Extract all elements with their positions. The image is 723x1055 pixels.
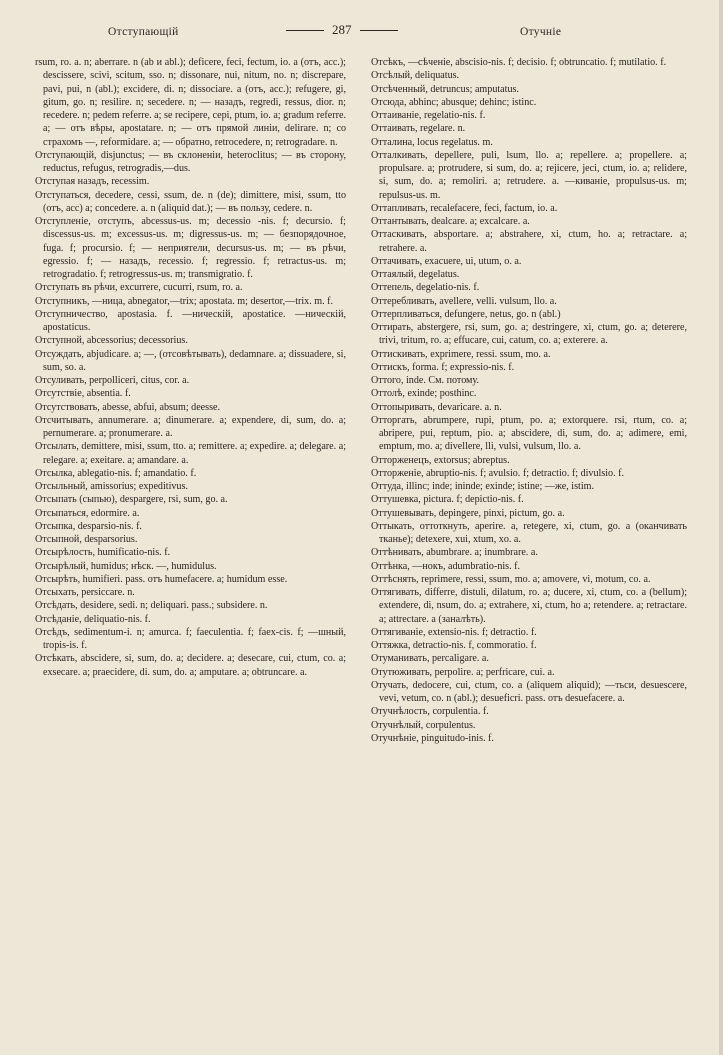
dictionary-entry: Отсуждать, abjudicare. a; —, (отсовѣтывать), dedamnare. a; dissuadere, si, sum, so. a. [35,348,346,373]
dictionary-entry: Отсѣченный, detruncus; amputatus. [371,83,519,95]
dictionary-entry: Отталина, locus regelatus. m. [371,136,493,148]
dictionary-entry: Отсылать, demittere, misi, ssum, tto. a; remittere. a; expedire. a; delegare. a; relegare. a; exeitare. a; amandare. a. [35,441,346,466]
dictionary-entry: Отторгать, abrumpere, rupi, ptum, po. a; extorquere. rsi, rtum, co. a; abripere, pui, reptum, pio. a; abscidere, di, sum, do. a; adimere, emi, emptum, mo. a; divellere, lli, vulsi, vulsum, llo. a. [371,414,687,453]
dictionary-entry: Отсуливать, perpolliceri, citus, cor. a. [35,375,190,386]
dictionary-entry: Отутюживать, perpolire. a; perfricare, cui. a. [371,666,555,678]
dictionary-entry: Отучать, dedocere, cui, ctum, co. a (aliquem aliquid); —тьси, desuescere, vevi, vetum, co. n (abl.); desueficri. pass. отъ desuefacere. a. [371,679,687,704]
dictionary-entry: Отсыпаться, edormire. a. [35,507,140,519]
dictionary-entry: Отступленіе, отступъ, abcessus-us. m; decessio -nis. f; decursio. f; discessus-us. m; excessus-us. m; digressus-us. m; — безпорядочное, fuga. f; procursio. f; — неприятели, decursus-us. m; — въ рѣчи, egressio. f; — назадъ, recessio. f; regressio. f; retractus-us. m; retrogradatio. f; retrogressus-us. m; transmigratio. f. [35,216,346,280]
dictionary-entry: Оттантывать, dealcare. a; excalcare. a. [371,216,530,227]
dictionary-entry: Оттирать, abstergere, rsi, sum, go. a; destringere, xi, ctum, go. a; deterere, trivi, tritum, ro. a; effucare, cui, catum, co. a; exterere. a. [371,322,687,347]
scan-edge [719,0,723,1055]
dictionary-entry: Отталкивать, depellere, puli, lsum, llo. a; repellere. a; propellere. a; propulsare. a; protrudere, si sum, do. a; rejicere, jeci, ctum, io. a; relidere, si, sum, do. a; remoliri. a; retrudere. a. —киваніе, propulsus-us. m; repulsus-us. m. [371,149,687,201]
dictionary-entry: Оттеребливать, avellere, velli. vulsum, llo. a. [371,295,557,307]
dictionary-entry: Оттискивать, exprimere, ressi. ssum, mo. a. [371,348,551,360]
dictionary-entry: Отступной, abcessorius; decessorius. [35,335,188,347]
dictionary-entry: Оттяжка, detractio-nis. f, commoratio. f. [371,640,537,651]
dictionary-entry: Отучнѣлость, corpulentia. f. [371,706,489,718]
dictionary-entry: Оттѣнивать, abumbrare. a; inumbrare. a. [371,547,538,559]
dictionary-entry: Отсыпать (сыпью), despargere, rsi, sum, go. a. [35,494,228,506]
dictionary-entry: Отсырѣлый, humidus; нѣск. —, humidulus. [35,560,217,572]
dictionary-entry: Отуманивать, percaligare. a. [371,653,489,665]
dictionary-entry: Отсѣдать, desidere, sedi. n; deliquari. pass.; subsidere. n. [35,600,268,612]
dictionary-entry: Отучнѣніе, pinguitudo-inis. f. [371,732,494,744]
dictionary-entry: Оттолѣ, exinde; posthinc. [371,388,477,400]
dictionary-entry: Отсутствовать, abesse, abfui, absum; deesse. [35,401,221,413]
dictionary-entry: Отступничество, apostasia. f. —ническій, apostatice. —ническій, apostaticus. [35,308,346,333]
dictionary-entry: rsum, ro. a. n; aberrare. n (ab и abl.); deficere, feci, fectum, io. a (отъ, acc.); descissere, scivi, scitum, sso. n; dissonare, nui, nitum, no. n; discrepare, pavi, pui, n (abl.); excidere, di. n; dissociare. a (отъ, acc.); refugere, gi, gitum, go. n; resilire. n; secedere. n; — назадъ, regredi, ressus, dior. n; recedere. n; pedem referre. a; se recipere, cepi, ptum, io. a; gradum referre. a; — отъ вѣры, apostatare. n; — отъ прямой линіи, delirare. n; со страхомъ —, reformidare. a; — обратно, retrocedere, n; retrogradare. n. [35,57,346,148]
dictionary-entry: Отсѣкать, abscidere, si, sum, do. a; decidere. a; desecare, cui, ctum, co. a; exsecare. a; praecidere, di. sum, do. a; amputare. a; obtruncare. a. [35,653,346,678]
right-column [371,56,687,745]
dictionary-entry: Отступаться, decedere, cessi, ssum, de. n (de); dimittere, misi, ssum, tto (отъ, acc) a; concedere. a. n (aliquid dat.); — въ пользу, cedere. n. [35,189,346,214]
dictionary-entry: Оттепель, degelatio-nis. f. [371,282,480,294]
dictionary-entry: Отступая назадъ, recessim. [35,176,150,188]
dictionary-entry: Оттапливать, recalefacere, feci, factum, io. a. [371,202,558,214]
dictionary-entry: Отступающій, disjunctus; — въ склоненіи, heteroclitus; — въ сторону, reductus, refugus, retrogradis,—dus. [35,149,346,174]
dictionary-entry: Оттѣснять, reprimere, ressi, ssum, mo. a; amovere, vi, motum, co. a. [371,573,651,585]
dictionary-entry: Отторженіе, abruptio-nis. f; avulsio. f; detractio. f; divulsio. f. [371,467,625,479]
dictionary-entry: Отсыпка, desparsio-nis. f. [35,520,142,532]
dictionary-entry: Оттаскивать, absportare. a; abstrahere, xi, ctum, ho. a; retractare. a; retrahere. a. [371,229,687,254]
dictionary-entry: Отсырѣть, humifieri. pass. отъ humefacere. a; humidum esse. [35,573,288,585]
dictionary-entry: Отсыхать, persiccare. n. [35,587,135,598]
dictionary-entry: Отсѣдъ, sedimentum-i. n; amurca. f; faeculentia. f; faex-cis. f; —шный, tropis-is. f. [35,626,346,651]
dictionary-entry: Отучнѣлый, corpulentus. [371,719,476,731]
dictionary-entry: Оттушевка, pictura. f; depictio-nis. f. [371,494,524,506]
dictionary-entry: Оттаиваніе, regelatio-nis. f. [371,110,486,121]
dictionary-entry: Отсчитывать, annumerare. a; dinumerare. a; expendere, di, sum, do. a; pernumerare. a; pronumerare. a. [35,414,346,439]
dictionary-entry: Оттуда, illinc; inde; ininde; exinde; istine; —же, istim. [371,481,594,492]
dictionary-entry: Оттаялый, degelatus. [371,269,460,280]
dictionary-entry: Оттушевывать, depingere, pinxi, pictum, go. a. [371,507,565,519]
dictionary-entry: Оттерпливаться, defungere, netus, go. n (abl.) [371,308,561,320]
dictionary-entry: Отсутствіе, absentia. f. [35,388,131,400]
header-rule-left [286,30,324,31]
dictionary-entry: Отсѣкъ, —сѣченіе, abscisio-nis. f; decisio. f; obtruncatio. f; mutilatio. f. [371,57,667,68]
dictionary-entry: Отступникъ, —ница, abnegator,—trix; apostata. m; desertor,—trix. m. f. [35,295,334,307]
page-header [0,12,723,38]
dictionary-entry: Оттачивать, exacuere, ui, utum, o. a. [371,255,522,267]
dictionary-entry: Отсѣданіе, deliquatio-nis. f. [35,613,151,625]
dictionary-entry: Отсыпной, desparsorius. [35,534,138,545]
header-page-number-group [286,22,398,38]
header-left-word: Отступающій [108,26,179,38]
dictionary-entry: Оттѣнка, —нокъ, adumbratio-nis. f. [371,560,521,572]
dictionary-entry: Оттого, inde. Cм. потому. [371,375,479,386]
header-rule-right [360,30,398,31]
dictionary-entry: Оттягивать, differre, distuli, dilatum, ro. a; ducere, xi, ctum, co. a (bellum); extendere, di, nsum, do. a; extrahere, xi, ctum, ho a; retendere. a; retractare. a; attrectare. a (заналѣть). [371,587,687,625]
dictionary-entry: Оттопыривать, devaricare. a. n. [371,401,502,413]
dictionary-entry: Оттыкать, оттоткнуть, aperire. a, retegere, xi, ctum, go. a (оканчивать тканье); detexere, xui, xtum, xo. a. [371,520,687,545]
dictionary-entry: Отсырѣлость, humificatio-nis. f. [35,547,171,559]
dictionary-entry: Оттягиваніе, extensio-nis. f; detractio. f. [371,626,537,638]
left-column [35,56,346,679]
dictionary-entry: Отсылка, ablegatio-nis. f; amandatio. f. [35,467,197,479]
dictionary-entry: Отторженецъ, extorsus; abreptus. [371,454,510,466]
dictionary-entry: Оттаивать, regelare. n. [371,123,466,135]
page-number: 287 [332,22,352,37]
dictionary-entry: Отсѣлый, deliquatus. [371,70,460,82]
dictionary-entry: Отступать въ рѣчи, excurrere, cucurri, rsum, ro. a. [35,282,243,294]
dictionary-entry: Отсюда, abhinc; abusque; dehinc; istinc. [371,96,537,108]
dictionary-entry: Оттискъ, forma. f; expressio-nis. f. [371,361,515,373]
header-right-word: Отучніе [520,26,562,38]
dictionary-entry: Отсыльный, amissorius; expeditivus. [35,481,188,492]
